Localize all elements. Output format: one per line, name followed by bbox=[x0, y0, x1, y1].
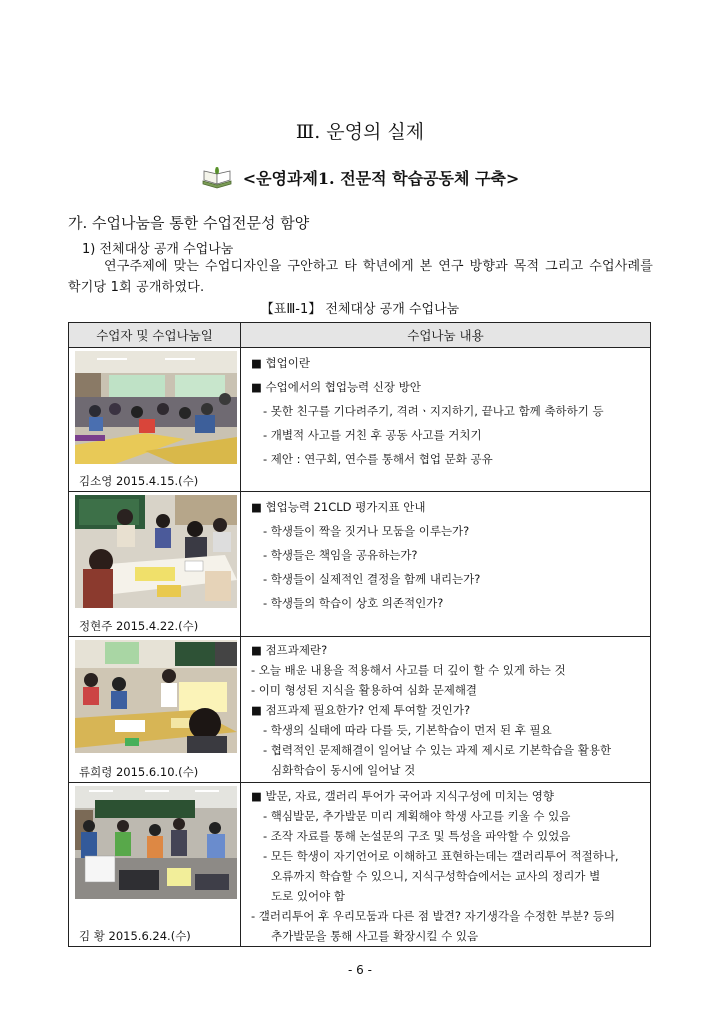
content-line: ■ 수업에서의 협업능력 신장 방안 bbox=[251, 380, 421, 394]
classroom-photo bbox=[75, 786, 237, 899]
content-line: - 조작 자료를 통해 논설문의 구조 및 특성을 파악할 수 있었음 bbox=[263, 829, 571, 843]
photo-cell bbox=[69, 492, 241, 637]
table-row bbox=[69, 783, 651, 947]
content-line: - 학생들이 짝을 짓거나 모둠을 이루는가? bbox=[263, 524, 470, 538]
photo-cell bbox=[69, 348, 241, 492]
chapter-title: Ⅲ. 운영의 실제 bbox=[295, 121, 425, 143]
intro-paragraph: 연구주제에 맞는 수업디자인을 구안하고 타 학년에게 본 연구 방향과 목적 그리고 수업사례를 학기당 1회 공개하였다. bbox=[68, 259, 653, 295]
content-line: - 갤러리투어 후 우리모둠과 다른 점 발견? 자기생각을 수정한 부분? 등의 bbox=[251, 909, 615, 923]
content-line: ■ 협업이란 bbox=[251, 356, 310, 370]
content-cell bbox=[241, 637, 651, 783]
photo-caption: 정현주 2015.4.22.(수) bbox=[79, 619, 199, 633]
content-line: 오류까지 학습할 수 있으니, 지식구성학습에서는 교사의 정리가 별 bbox=[271, 869, 601, 883]
content-cell bbox=[241, 492, 651, 637]
table-header-row bbox=[69, 323, 651, 348]
content-line: - 개별적 사고를 거친 후 공동 사고를 거치기 bbox=[263, 428, 482, 442]
content-line: - 학생들은 책임을 공유하는가? bbox=[263, 548, 418, 562]
subsection-title: 1) 전체대상 공개 수업나눔 bbox=[82, 242, 234, 257]
content-line: - 제안 : 연구회, 연수를 통해서 협업 문화 공유 bbox=[263, 452, 493, 466]
open-book-icon bbox=[201, 165, 233, 189]
classroom-photo bbox=[75, 351, 237, 464]
classroom-photo bbox=[75, 640, 237, 753]
lesson-sharing-table bbox=[68, 322, 651, 947]
content-line: - 학생의 실태에 따라 다를 듯, 기본학습이 먼저 된 후 필요 bbox=[263, 723, 552, 737]
content-line: ■ 점프과제 필요한가? 언제 투여할 것인가? bbox=[251, 703, 471, 717]
photo-caption: 김 황 2015.6.24.(수) bbox=[79, 929, 191, 943]
content-cell bbox=[241, 348, 651, 492]
section-title: 가. 수업나눔을 통한 수업전문성 함양 bbox=[68, 214, 310, 232]
classroom-photo bbox=[75, 495, 237, 608]
content-line: ■ 협업능력 21CLD 평가지표 안내 bbox=[251, 500, 426, 514]
content-line: - 핵심발문, 추가발문 미리 계획해야 학생 사고를 키울 수 있음 bbox=[263, 809, 571, 823]
content-line: - 이미 형성된 지식을 활용하여 심화 문제해결 bbox=[251, 683, 478, 697]
table-row bbox=[69, 492, 651, 637]
content-cell bbox=[241, 783, 651, 947]
header-teacher-date: 수업자 및 수업나눔일 bbox=[69, 323, 241, 348]
content-line: 추가발문을 통해 사고를 확장시킬 수 있음 bbox=[271, 929, 479, 943]
content-line: ■ 점프과제란? bbox=[251, 643, 328, 657]
content-line: - 학생들의 학습이 상호 의존적인가? bbox=[263, 596, 444, 610]
content-line: - 학생들이 실제적인 결정을 함께 내리는가? bbox=[263, 572, 481, 586]
photo-caption: 김소영 2015.4.15.(수) bbox=[79, 474, 199, 488]
content-line: - 모든 학생이 자기언어로 이해하고 표현하는데는 갤러리투어 적절하나, bbox=[263, 849, 619, 863]
page-number: - 6 - bbox=[348, 963, 372, 977]
task-heading-label: <운영과제1. 전문적 학습공동체 구축> bbox=[242, 168, 520, 188]
content-line: 도로 있어야 함 bbox=[271, 889, 345, 903]
photo-cell bbox=[69, 783, 241, 947]
table-row bbox=[69, 348, 651, 492]
content-line: - 못한 친구를 기다려주기, 격려ㆍ지지하기, 끝나고 함께 축하하기 등 bbox=[263, 404, 604, 418]
content-line: - 오늘 배운 내용을 적용해서 사고를 더 깊이 할 수 있게 하는 것 bbox=[251, 663, 566, 677]
table-caption: 【표Ⅲ-1】 전체대상 공개 수업나눔 bbox=[260, 302, 460, 317]
task-heading bbox=[0, 165, 720, 189]
content-line: ■ 발문, 자료, 갤러리 투어가 국어과 지식구성에 미치는 영향 bbox=[251, 789, 554, 803]
photo-caption: 류희령 2015.6.10.(수) bbox=[79, 765, 199, 779]
content-line: 심화학습이 동시에 일어날 것 bbox=[271, 763, 416, 777]
content-line: - 협력적인 문제해결이 일어날 수 있는 과제 제시로 기본학습을 활용한 bbox=[263, 743, 612, 757]
table-row bbox=[69, 637, 651, 783]
header-content: 수업나눔 내용 bbox=[241, 323, 651, 348]
photo-cell bbox=[69, 637, 241, 783]
